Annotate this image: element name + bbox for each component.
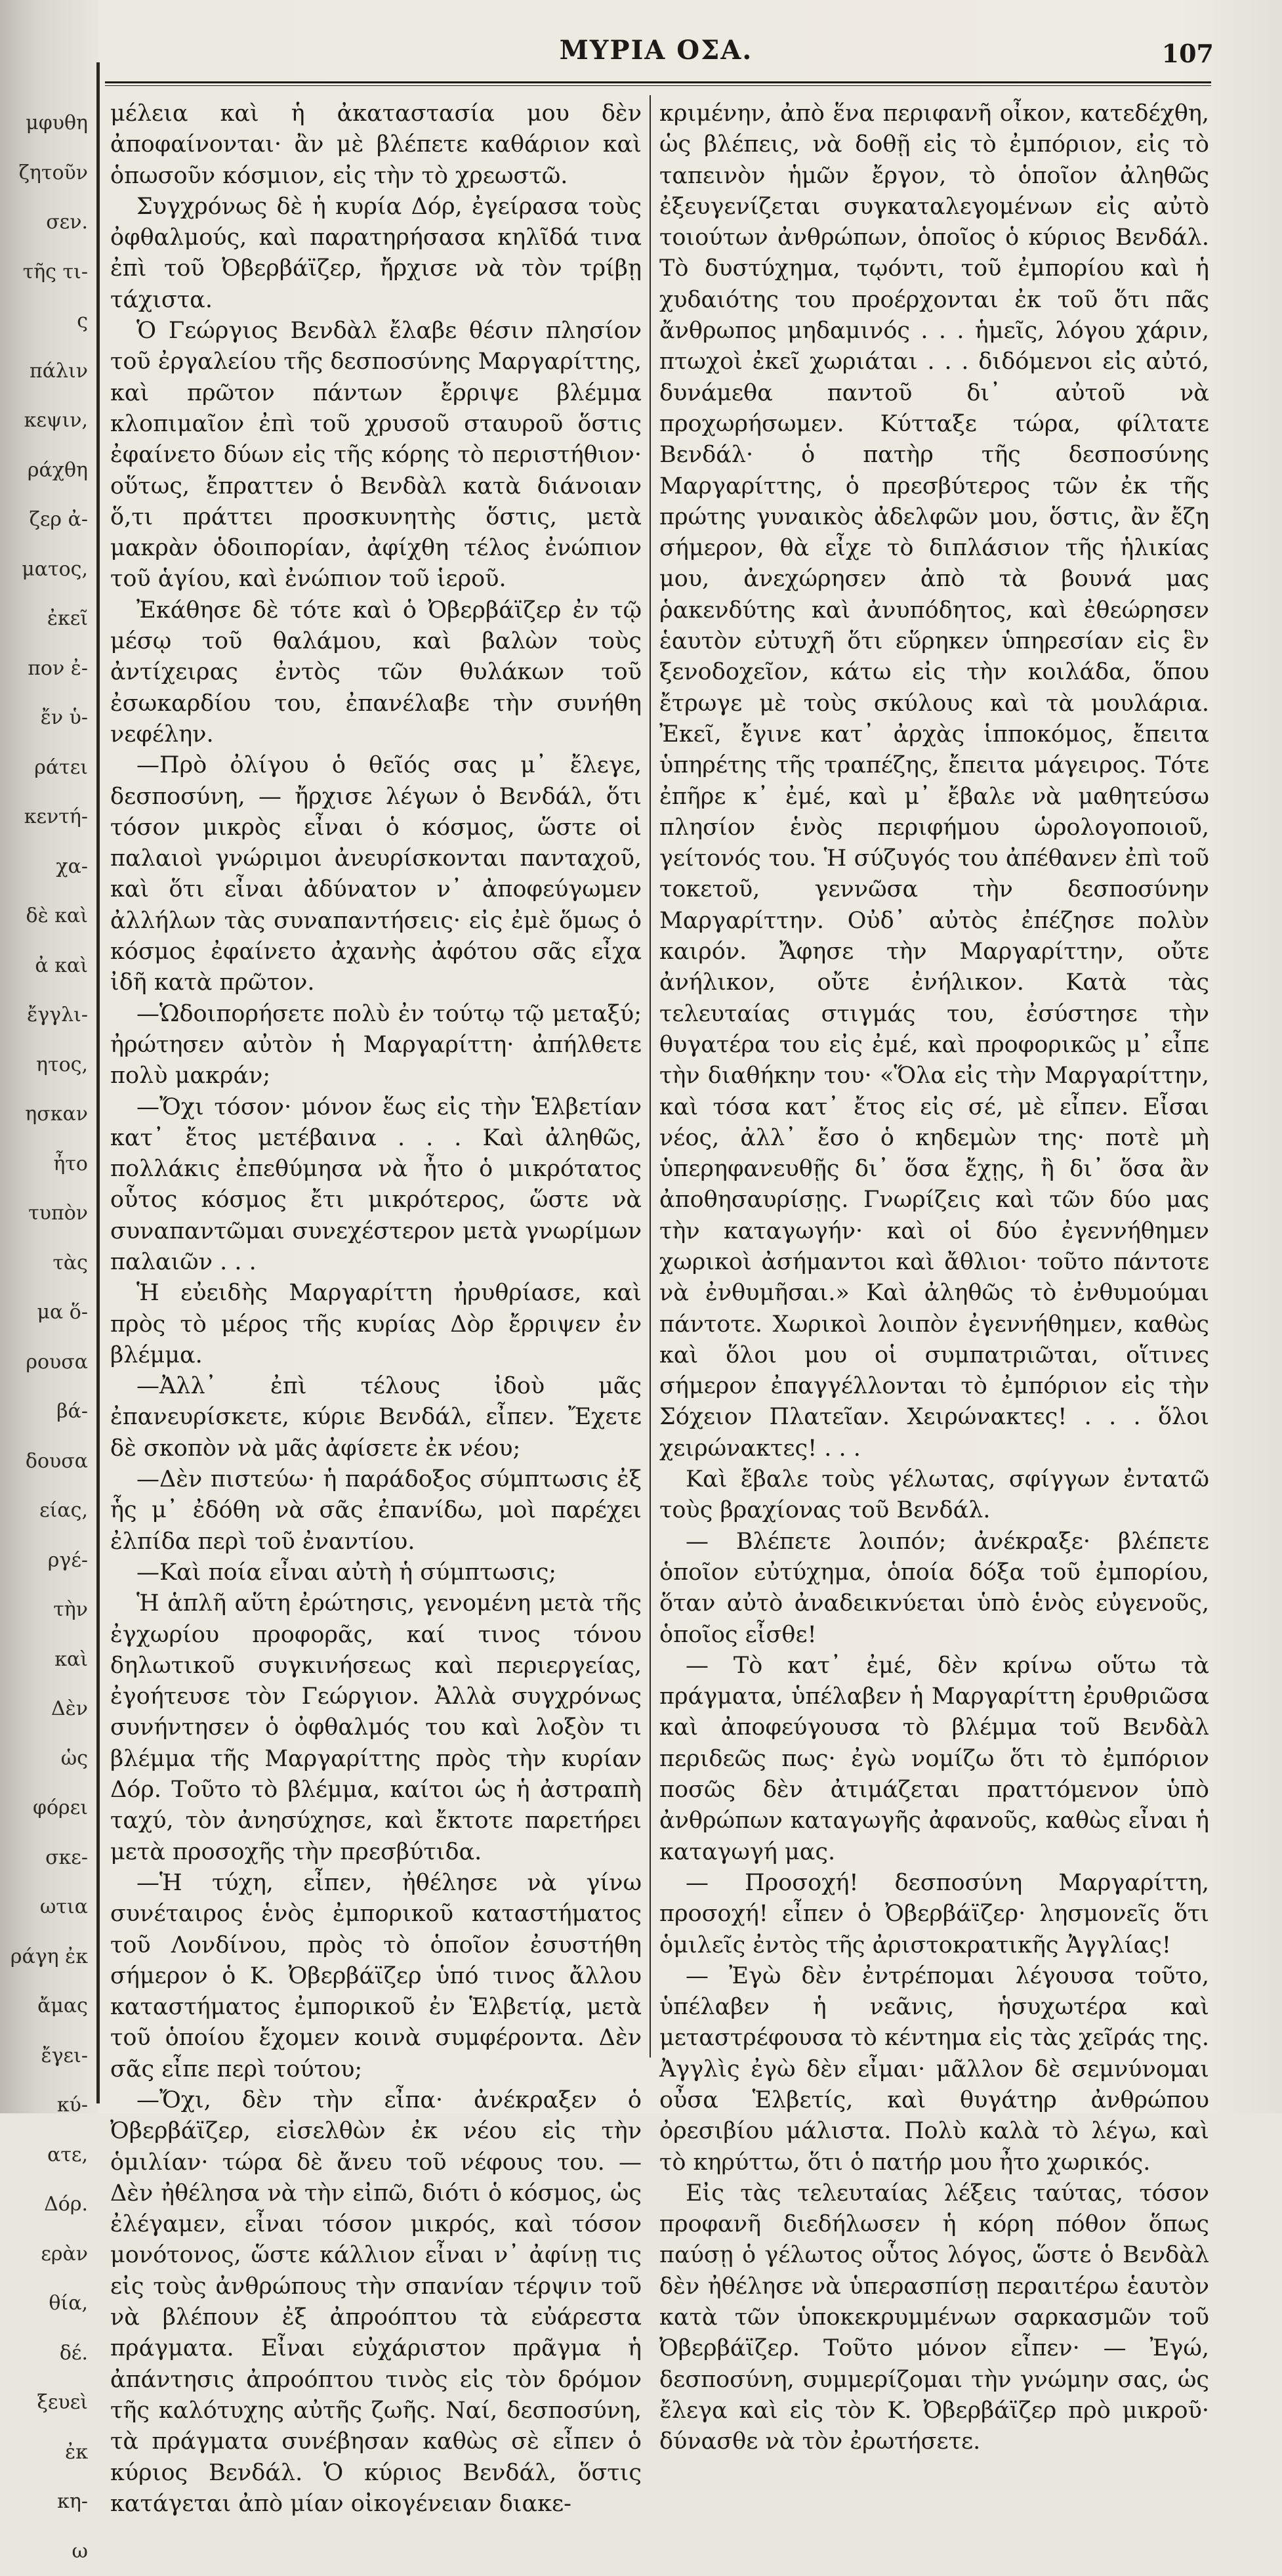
- page-number: 107: [1162, 39, 1214, 68]
- paragraph: Εἰς τὰς τελευταίας λέξεις ταύτας, τόσον προφανῆ διεδήλωσεν ἡ κόρη πόθον ὅπως παύσῃ ὁ γέλωτος οὗτος λόγος, ὥστε ὁ Βενδὰλ δὲν ἠθέλησε νὰ ὑπερασπίσῃ περαιτέρω ἑαυτὸν κατὰ τῶν ὑποκεκρυμμένων σαρκασμῶν τοῦ Ὀβερβάϊζερ. Τοῦτο μόνον εἶπεν· — Ἐγώ, δεσποσύνη, συμμερίζομαι τὴν γνώμην σας, ὡς ἔλεγα καὶ εἰς τὸν Κ. Ὀβερβάϊζερ πρὸ μικροῦ· δύνασθε νὰ τὸν ἐρωτήσετε.: [659, 2178, 1209, 2458]
- margin-fragment: ἔγγλι-: [0, 990, 92, 1040]
- paragraph: —Δὲν πιστεύω· ἡ παράδοξος σύμπτωσις ἐξ ἧς μ᾽ ἐδόθη νὰ σᾶς ἐπανίδω, μοὶ παρέχει ἐλπίδα περὶ τοῦ ἐναντίου.: [110, 1464, 642, 1557]
- paragraph: Καὶ ἔβαλε τοὺς γέλωτας, σφίγγων ἐντατῶ τοὺς βραχίονας τοῦ Βενδάλ.: [659, 1464, 1209, 1527]
- margin-fragment: ἦτο: [0, 1139, 92, 1189]
- margin-fragment: τῆς τι-: [0, 247, 92, 297]
- margin-fragment: ματος,: [0, 545, 92, 595]
- margin-fragment: μα ὅ-: [0, 1288, 92, 1338]
- paragraph: — Τὸ κατ᾽ ἐμέ, δὲν κρίνω οὕτω τὰ πράγματα, ὑπέλαβεν ἡ Μαργαρίττη ἐρυθριῶσα καὶ ἀποφεύγουσα τὸ βλέμμα τοῦ Βενδὰλ περιδεῶς πως· ἐγὼ νομίζω ὅτι τὸ ἐμπόριον ποσῶς δὲν ἀτιμάζεται πραττόμενον ὑπὸ ἀνθρώπων καταγωγῆς ἀφανοῦς, καθὼς εἶναι ἡ καταγωγή μας.: [659, 1651, 1209, 1868]
- paragraph: Ὁ Γεώργιος Βενδὰλ ἔλαβε θέσιν πλησίον τοῦ ἐργαλείου τῆς δεσποσύνης Μαργαρίττης, καὶ πρῶτον πάντων ἔρριψε βλέμμα κλοπιμαῖον ἐπὶ τοῦ χρυσοῦ σταυροῦ ὅστις ἐφαίνετο δύων εἰς τῆς κόρης τὸ περιστήθιον· οὕτως, ἔπραττεν ὁ Βενδὰλ κατὰ διάνοιαν ὅ,τι πράττει προσκυνητὴς ὅστις, μετὰ μακρὰν ὁδοιπορίαν, ἀφίχθη τέλος ἐνώπιον τοῦ ἁγίου, καὶ ἐνώπιον τοῦ ἱεροῦ.: [110, 316, 642, 595]
- margin-fragment: είας,: [0, 1486, 92, 1536]
- paragraph: —Καὶ ποία εἶναι αὐτὴ ἡ σύμπτωσις;: [110, 1557, 642, 1588]
- margin-fragment: τὰς: [0, 1238, 92, 1288]
- paragraph: κριμένην, ἀπὸ ἕνα περιφανῆ οἶκον, κατεδέχθη, ὡς βλέπεις, νὰ δοθῇ εἰς τὸ ἐμπόριον, εἰς τὸ ταπεινὸν ἡμῶν ἔργον, τὸ ὁποῖον ἀληθῶς ἐξευγενίζεται συγκαταλεγομένων εἰς αὐτὸ τοιούτων ἀνθρώπων, ὁποῖος ὁ κύριος Βενδάλ. Τὸ δυστύχημα, τῳόντι, τοῦ ἐμπορίου καὶ ἡ χυδαιότης του προέρχονται ἐκ τοῦ ὅτι πᾶς ἄνθρωπος μηδαμινός . . . ἡμεῖς, λόγου χάριν, πτωχοὶ ἐκεῖ χωριάται . . . διδόμενοι εἰς αὐτό, δυνάμεθα παντοῦ δι᾽ αὐτοῦ νὰ προχωρήσωμεν. Κύτταξε τώρα, φίλτατε Βενδάλ· ὁ πατὴρ τῆς δεσποσύνης Μαργαρίττης, ὁ πρεσβύτερος τῶν ἐκ τῆς πρώτης γυναικὸς ἀδελφῶν μου, ὅστις, ἂν ἔζη σήμερον, θὰ εἶχε τὸ διπλάσιον τῆς ἡλικίας μου, ἀνεχώρησεν ἀπὸ τὰ βουνά μας ῥακενδύτης καὶ ἀνυπόδητος, καὶ ἐθεώρησεν ἑαυτὸν εὐτυχῆ ὅτι εὕρηκεν ὑπηρεσίαν εἰς ἓν ξενοδοχεῖον, κάτω εἰς τὴν κοιλάδα, ὅπου ἔτρωγε μὲ τοὺς σκύλους καὶ τὰ μουλάρια. Ἐκεῖ, ἔγινε κατ᾽ ἀρχὰς ἱπποκόμος, ἔπειτα ὑπηρέτης τῆς τραπέζης, ἔπειτα μάγειρος. Τότε ἐπῆρε κ᾽ ἐμέ, καὶ μ᾽ ἔβαλε νὰ μαθητεύσω πλησίον ἑνὸς περιφήμου ὡρολογοποιοῦ, γείτονός του. Ἡ σύζυγός του ἀπέθανεν ἐπὶ τοῦ τοκετοῦ, γεννῶσα τὴν δεσποσύνην Μαργαρίττην. Οὐδ᾽ αὐτὸς ἐπέζησε πολὺν καιρόν. Ἄφησε τὴν Μαργαρίττην, οὔτε ἀνήλικον, οὔτε ἐνήλικον. Κατὰ τὰς τελευταίας στιγμάς του, ἐσύστησε τὴν θυγατέρα του εἰς ἐμέ, καὶ προφορικῶς μ᾽ εἶπε τὴν διαθήκην του· «Ὅλα εἰς τὴν Μαργαρίττην, καὶ τόσα κατ᾽ ἔτος εἰς σέ, μὲ εἶπεν. Εἶσαι νέος, ἀλλ᾽ ἔσο ὁ κηδεμὼν της· ποτὲ μὴ ὑπερηφανευθῇς δι᾽ ὅσα ἔχῃς, ἢ δι᾽ ὅσα ἂν ἀποθησαυρίσῃς. Γνωρίζεις καὶ τῶν δύο μας τὴν καταγωγήν· καὶ οἱ δύο ἐγεννήθημεν χωρικοὶ ἀσήμαντοι καὶ ἄθλιοι· τοῦτο πάντοτε νὰ ἐνθυμῆσαι.» Καὶ ἀληθῶς τὸ ἐνθυμούμαι πάντοτε. Χωρικοὶ λοιπὸν ἐγεννήθημεν, καθὼς καὶ ὅλοι μου οἱ συμπατριῶται, οἵτινες σήμερον ἐπαγγέλλονται τὸ ἐμπόριον εἰς τὴν Σόχειον Πλατεῖαν. Χειρώνακτες! . . . ὅλοι χειρώνακτες! . . .: [659, 98, 1209, 1464]
- paragraph: Ἡ εὐειδὴς Μαργαρίττη ἠρυθρίασε, καὶ πρὸς τὸ μέρος τῆς κυρίας Δὸρ ἔρριψεν ἐν βλέμμα.: [110, 1278, 642, 1371]
- paragraph: μέλεια καὶ ἡ ἀκαταστασία μου δὲν ἀποφαίνονται· ἂν μὲ βλέπετε καθάριον καὶ ὁπωσοῦν κόσμιον, εἰς τὴν τὸ χρεωστῶ.: [110, 98, 642, 192]
- page-edge-rule: [96, 62, 100, 2103]
- margin-fragment: πον ἐ-: [0, 644, 92, 694]
- paragraph: Ἡ ἁπλῆ αὕτη ἐρώτησις, γενομένη μετὰ τῆς ἐγχωρίου προφορᾶς, καί τινος τόνου δηλωτικοῦ συγκινήσεως καὶ περιεργείας, ἐγοήτευσε τὸν Γεώργιον. Ἀλλὰ συγχρόνως συνήντησεν ὁ ὀφθαλμός του καὶ λοξὸν τι βλέμμα τῆς Μαργαρίττης πρὸς τὴν κυρίαν Δόρ. Τοῦτο τὸ βλέμμα, καίτοι ὡς ἡ ἀστραπὴ ταχύ, τὸν ἀνησύχησε, καὶ ἔκτοτε παρετήρει μετὰ προσοχῆς τὴν πρεσβύτιδα.: [110, 1588, 642, 1868]
- paragraph: Συγχρόνως δὲ ἡ κυρία Δόρ, ἐγείρασα τοὺς ὀφθαλμούς, καὶ παρατηρήσασα κηλῖδά τινα ἐπὶ τοῦ Ὀβερβάϊζερ, ἤρχισε νὰ τὸν τρίβῃ τάχιστα.: [110, 192, 642, 316]
- margin-fragment: ατε,: [0, 2130, 92, 2180]
- margin-fragment: ερὰν: [0, 2229, 92, 2279]
- left-column: [110, 98, 642, 2094]
- margin-fragment: ργέ-: [0, 1536, 92, 1586]
- margin-fragment: σεν.: [0, 198, 92, 247]
- margin-fragment: κύ-: [0, 2080, 92, 2130]
- margin-fragment: ἀ καὶ: [0, 941, 92, 991]
- margin-fragment: τυπὸν: [0, 1189, 92, 1238]
- right-column: [659, 98, 1209, 2094]
- paragraph: —Ὄχι, δὲν τὴν εἶπα· ἀνέκραξεν ὁ Ὀβερβάϊζερ, εἰσελθὼν ἐκ νέου εἰς τὴν ὁμιλίαν· τώρα δὲ ἄνευ τοῦ νέφους του. — Δὲν ἠθέλησα νὰ τὴν εἰπῶ, διότι ὁ κόσμος, ὡς ἐλέγαμεν, εἶναι τόσον μικρός, καὶ τόσον μονότονος, ὥστε κάλλιον εἶναι ν᾽ ἀφίνῃ τις εἰς τοὺς ἀνθρώπους τὴν σπανίαν τέρψιν τοῦ νὰ βλέπουν ἐξ ἀπροόπτου τὰ εὐάρεστα πράγματα. Εἶναι εὐχάριστον πρᾶγμα ἡ ἀπάντησις ἀπροόπτου τινὸς εἰς τὸν δρόμον τῆς καλότυχης αὐτῆς ζωῆς. Ναί, δεσποσύνη, τὰ πράγματα συνέβησαν καθὼς σὲ εἶπεν ὁ κύριος Βενδάλ. Ὁ κύριος Βενδάλ, ὅστις κατάγεται ἀπὸ μίαν οἰκογένειαν διακε-: [110, 2085, 642, 2520]
- margin-fragment: ἔγει-: [0, 2031, 92, 2081]
- margin-fragment: καὶ: [0, 1635, 92, 1685]
- margin-fragment: πάλιν: [0, 347, 92, 396]
- paragraph: —Πρὸ ὀλίγου ὁ θεῖός σας μ᾽ ἔλεγε, δεσποσύνη, — ἤρχισε λέγων ὁ Βενδάλ, ὅτι τόσον μικρὸς εἶναι ὁ κόσμος, ὥστε οἱ παλαιοὶ γνώριμοι ἀνευρίσκονται πανταχοῦ, καὶ ὅτι εἶναι ἀδύνατον ν᾽ ἀποφεύγωμεν ἀλλήλων τὰς συναπαντήσεις· εἰς ἐμὲ ὅμως ὁ κόσμος ἐφαίνετο ἀχανὴς ἀφότου σᾶς εἶχα ἰδῆ κατὰ πρῶτον.: [110, 750, 642, 998]
- running-title: ΜΥΡΙΑ ΟΣΑ.: [105, 35, 1207, 66]
- margin-fragment: δουσα: [0, 1437, 92, 1487]
- paragraph: —Ὄχι τόσον· μόνον ἕως εἰς τὴν Ἑλβετίαν κατ᾽ ἔτος μετέβαινα . . . Καὶ ἀληθῶς, πολλάκις ἐπεθύμησα νὰ ἦτο ὁ μικρότατος οὗτος κόσμος ἔτι μικρότερος, ὥστε νὰ συναπαντῶμαι συνεχέστερον μετὰ γνωρίμων παλαιῶν . . .: [110, 1092, 642, 1278]
- margin-fragment: βά-: [0, 1387, 92, 1437]
- margin-fragment: ἔν ὑ-: [0, 693, 92, 743]
- paragraph: — Ἐγὼ δὲν ἐντρέπομαι λέγουσα τοῦτο, ὑπέλαβεν ἡ νεᾶνις, ἡσυχωτέρα καὶ μεταστρέφουσα τὸ κέντημα εἰς τὰς χεῖράς της. Ἀγγλὶς ἐγὼ δὲν εἶμαι· μᾶλλον δὲ σεμνύνομαι οὖσα Ἑλβετίς, καὶ θυγάτηρ ἀνθρώπου ὀρεσιβίου μάλιστα. Πολὺ καλὰ τὸ λέγω, καὶ τὸ κηρύττω, ὅτι ὁ πατήρ μου ἦτο χωρικός.: [659, 1961, 1209, 2178]
- margin-fragment: ἄμας: [0, 1981, 92, 2031]
- margin-fragment: ξευεὶ: [0, 2378, 92, 2428]
- margin-fragment: ησκαν: [0, 1089, 92, 1139]
- margin-fragment: τὴν: [0, 1585, 92, 1635]
- margin-fragment: κεντή-: [0, 792, 92, 842]
- margin-fragment: ζητοῦν: [0, 148, 92, 198]
- margin-fragment: Δόρ.: [0, 2180, 92, 2229]
- margin-fragment: ἐκεῖ: [0, 594, 92, 644]
- paragraph: —Ἀλλ᾽ ἐπὶ τέλους ἰδοὺ μᾶς ἐπανευρίσκετε, κύριε Βενδάλ, εἶπεν. Ἔχετε δὲ σκοπὸν νὰ μᾶς ἀφίσετε ἐκ νέου;: [110, 1371, 642, 1464]
- margin-fragment: ωτια: [0, 1882, 92, 1932]
- margin-fragment: κη-: [0, 2477, 92, 2527]
- paragraph: —Ὡδοιπορήσετε πολὺ ἐν τούτῳ τῷ μεταξύ; ἠρώτησεν αὐτὸν ἡ Μαργαρίττη· ἀπήλθετε πολὺ μακράν;: [110, 999, 642, 1092]
- paragraph: — Βλέπετε λοιπόν; ἀνέκραξε· βλέπετε ὁποῖον εὐτύχημα, ὁποία δόξα τοῦ ἐμπορίου, ὅταν αὐτὸ ἀναδεικνύεται ὑπὸ ἑνὸς εὐγενοῦς, ὁποῖος εἶσθε!: [659, 1527, 1209, 1651]
- margin-fragment: Δὲν: [0, 1684, 92, 1734]
- margin-fragment: ητος,: [0, 1040, 92, 1090]
- margin-fragment: ἐκ: [0, 2428, 92, 2478]
- header-rule: [105, 81, 1211, 86]
- column-divider: [650, 95, 651, 2058]
- margin-fragment: δέ.: [0, 2329, 92, 2378]
- margin-fragment: ράχθη: [0, 446, 92, 496]
- page-header: [105, 30, 1207, 75]
- margin-fragment: ρουσα: [0, 1338, 92, 1387]
- margin-fragment: ζερ ἀ-: [0, 495, 92, 545]
- left-margin-fragments: [0, 98, 92, 1674]
- margin-fragment: φόρει: [0, 1783, 92, 1833]
- paragraph: — Προσοχή! δεσποσύνη Μαργαρίττη, προσοχή! εἶπεν ὁ Ὀβερβάϊζερ· λησμονεῖς ὅτι ὁμιλεῖς ἐντὸς τῆς ἀριστοκρατικῆς Ἀγγλίας!: [659, 1868, 1209, 1961]
- margin-fragment: κεψιν,: [0, 396, 92, 446]
- margin-fragment: χα-: [0, 842, 92, 892]
- margin-fragment: δὲ καὶ: [0, 891, 92, 941]
- margin-fragment: ράτει: [0, 743, 92, 793]
- margin-fragment: ς: [0, 297, 92, 347]
- margin-fragment: ω: [0, 2527, 92, 2576]
- margin-fragment: μφυθη: [0, 98, 92, 148]
- margin-fragment: ράγη ἐκ: [0, 1932, 92, 1982]
- paragraph: —Ἡ τύχη, εἶπεν, ἠθέλησε νὰ γίνω συνέταιρος ἑνὸς ἐμπορικοῦ καταστήματος τοῦ Λονδίνου, πρὸς τὸ ὁποῖον ἐσυστήθη σήμερον ὁ Κ. Ὀβερβάϊζερ ὑπό τινος ἄλλου καταστήματος ἐμπορικοῦ ἐν Ἑλβετίᾳ, μετὰ τοῦ ὁποίου ἔχομεν κοινὰ συμφέροντα. Δὲν σᾶς εἶπε περὶ τούτου;: [110, 1868, 642, 2085]
- margin-fragment: σκε-: [0, 1833, 92, 1883]
- margin-fragment: ὡς: [0, 1734, 92, 1784]
- paragraph: Ἐκάθησε δὲ τότε καὶ ὁ Ὀβερβάϊζερ ἐν τῷ μέσῳ τοῦ θαλάμου, καὶ βαλὼν τοὺς ἀντίχειρας ἐντὸς τῶν θυλάκων τοῦ ἐσωκαρδίου του, ἐπανέλαβε τὴν συνήθη νεφέλην.: [110, 595, 642, 750]
- margin-fragment: θία,: [0, 2279, 92, 2329]
